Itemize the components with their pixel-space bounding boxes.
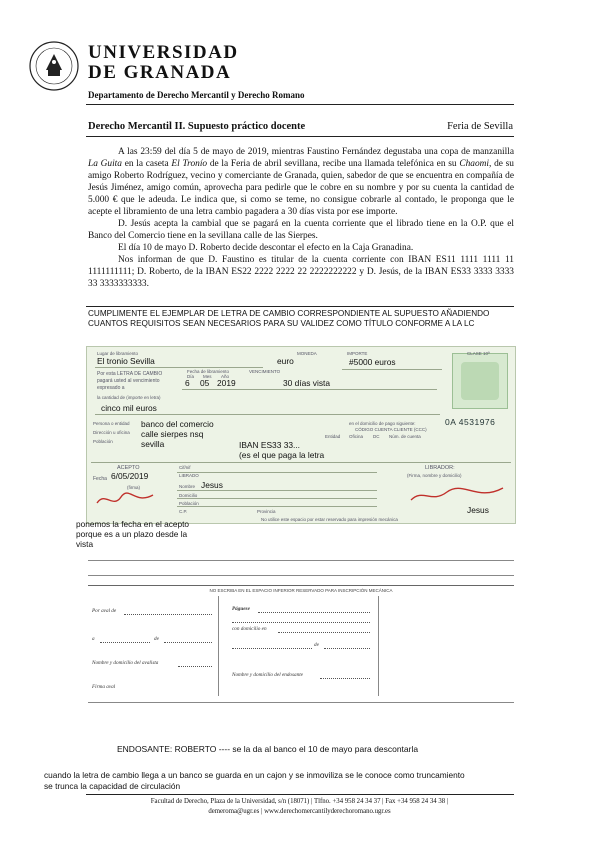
paragraph-2: D. Jesús acepta la cambial que se pagará en la cuenta corriente que el librado tiene en la O.P. que el Banco del Comercio tiene en la sevillana calle de las Sierpes.	[88, 219, 514, 241]
field-persona[interactable]: banco del comercio	[141, 419, 214, 429]
label-firma-aval: Firma aval	[92, 684, 116, 690]
field-mes[interactable]: 05	[200, 378, 210, 388]
instruction-top-divider	[86, 306, 514, 307]
footer-divider	[86, 794, 514, 795]
case-statement	[88, 146, 514, 290]
field-dia[interactable]: 6	[185, 378, 190, 388]
label-lugar: Lugar de libramiento	[97, 351, 139, 356]
drawer-signature-icon	[407, 482, 507, 506]
field-ano[interactable]: 2019	[217, 378, 236, 388]
course-title: Derecho Mercantil II. Supuesto práctico docente	[88, 121, 306, 132]
field-librador[interactable]: Jesus	[467, 505, 489, 515]
separator-1	[88, 560, 514, 561]
label-pagara: pagará usted al vencimiento	[97, 378, 160, 384]
label-moneda: MONEDA	[297, 351, 317, 356]
university-seal-icon	[28, 40, 80, 92]
label-persona: Persona o entidad	[93, 421, 130, 426]
label-domicilio-pago: en el domicilio de pago siguiente:	[349, 421, 416, 426]
endorsement-note: ENDOSANTE: ROBERTO ---- se la da al banco el 10 de mayo para descontarla	[117, 744, 419, 754]
footer-contact: demeroma@ugr.es | www.derechomercantilyderechoromano.ugr.es	[208, 808, 391, 815]
bill-of-exchange-form: Lugar de libramiento El tronio Sevilla MONEDA euro IMPORTE #5000 euros CLASE 10ª Por esta LETRA DE CAMBIO pagará usted al vencimiento expresado a Fecha de libramiento Día Mes Año 6 05 2019 VENCIMIENTO 30 días vista la cantidad de (importe en letra) cinco mil euros 0A 4531976 Persona o entidad Dirección u oficina Población banco del comercio calle sierpes nsq sevilla en el domicilio de pago siguiente: CÓDIGO CUENTA CLIENTE (CCC) Entidad Oficina DC Núm. de cuenta IBAN ES33 33... (es el que paga la letra ACEPTO Fecha 6/05/2019 (firma) Cif/nif LIBRADO Nombre Jesus Domicilio Población C.P. Provincia LIBRADOR: (Firma, nombre y domicilio) Jesus No utilice este espacio por estar reservado para impresión mecánica	[86, 346, 516, 524]
label-expresado: expresado a	[97, 385, 125, 391]
coat-of-arms-icon	[461, 362, 499, 400]
field-fecha-acepto[interactable]: 6/05/2019	[111, 471, 149, 481]
label-nombre: Nombre	[179, 484, 196, 489]
field-nombre-librado[interactable]: Jesus	[201, 480, 223, 490]
label-poblacion: Población	[93, 439, 113, 444]
label-fecha: Fecha	[93, 476, 107, 482]
field-iban-note[interactable]: (es el que paga la letra	[239, 450, 325, 460]
label-no-utilice: No utilice este espacio por estar reservado para impresión mecánica	[261, 517, 398, 522]
field-iban[interactable]: IBAN ES33 33...	[239, 440, 300, 450]
reverse-title: NO ESCRIBA EN EL ESPACIO INFERIOR RESERVADO PARA INSCRIPCIÓN MECÁNICA	[209, 588, 393, 593]
truncation-note: cuando la letra de cambio llega a un banco se guarda en un cajon y se inmoviliza se le conoce como truncamiento se trunca la capacidad de circulación	[44, 770, 465, 791]
acceptance-note: ponemos la fecha en el acepto porque es a un plazo desde la vista	[76, 519, 190, 549]
label-por-esta: Por esta LETRA DE CAMBIO	[97, 371, 163, 377]
university-name-line2: DE GRANADA	[88, 62, 232, 83]
field-poblacion[interactable]: sevilla	[141, 439, 165, 449]
header-divider	[86, 104, 514, 105]
tax-stamp	[452, 353, 508, 409]
field-moneda[interactable]: euro	[277, 356, 294, 366]
label-librador: LIBRADOR:	[425, 465, 455, 471]
acceptor-signature-icon	[95, 487, 155, 511]
label-nombre-avalista: Nombre y domicilio del avalista	[92, 660, 159, 666]
label-acepto: ACEPTO	[117, 465, 140, 471]
separator-2	[88, 575, 514, 576]
instruction-text: CUMPLIMENTE EL EJEMPLAR DE LETRA DE CAMBIO CORRESPONDIENTE AL SUPUESTO AÑADIENDO CUANTOS REQUISITOS SEAN NECESARIOS PARA SU VALIDEZ COMO TÍTULO CONFORME A LA LC	[88, 309, 490, 328]
university-name-line1: UNIVERSIDAD	[88, 42, 239, 63]
label-clase: CLASE 10ª	[467, 351, 490, 356]
separator-3	[88, 702, 514, 703]
label-ccc: CÓDIGO CUENTA CLIENTE (CCC)	[355, 427, 427, 432]
label-vencimiento: VENCIMIENTO	[249, 369, 281, 374]
field-lugar[interactable]: El tronio Sevilla	[97, 356, 155, 366]
serial-number: 0A 4531976	[445, 417, 496, 427]
label-por-aval: Por aval de	[92, 608, 117, 614]
case-location: Feria de Sevilla	[447, 121, 513, 132]
department-name: Departamento de Derecho Mercantil y Derecho Romano	[88, 90, 305, 100]
course-divider	[86, 136, 514, 137]
label-paguese: Páguese	[232, 606, 250, 612]
label-direccion: Dirección u oficina	[93, 430, 130, 435]
label-librado: LIBRADO	[179, 473, 199, 478]
label-cif: Cif/nif	[179, 465, 191, 470]
paragraph-3: El día 10 de mayo D. Roberto decide descontar el efecto en la Caja Granadina.	[118, 243, 414, 253]
footer-address: Facultad de Derecho, Plaza de la Universidad, s/n (18071) | Tlfno. +34 958 24 34 37 | Fax +34 958 24 34 38 |	[150, 798, 449, 805]
field-vencimiento[interactable]: 30 días vista	[283, 378, 331, 388]
bill-reverse: NO ESCRIBA EN EL ESPACIO INFERIOR RESERVADO PARA INSCRIPCIÓN MECÁNICA Por aval de a de Nombre y domicilio del avalista Firma aval Páguese con domicilio en de Nombre y domicilio del endosante	[88, 585, 514, 695]
paragraph-4: Nos informan de que D. Faustino es titular de la cuenta corriente con IBAN ES11 1111 1111 11 1111111111; D. Roberto, de la IBAN ES22 2222 2222 22 2222222222 y D. Jesús, de la IBAN ES33 3333 3333 33 3333333333.	[88, 255, 514, 289]
field-importe[interactable]: #5000 euros	[349, 357, 396, 367]
label-nombre-endosante: Nombre y domicilio del endosante	[232, 672, 303, 678]
label-fecha-libramiento: Fecha de libramiento	[187, 369, 230, 374]
label-importe: IMPORTE	[347, 351, 368, 356]
field-direccion[interactable]: calle sierpes nsq	[141, 429, 204, 439]
field-cantidad[interactable]: cinco mil euros	[101, 403, 157, 413]
label-cantidad: la cantidad de (importe en letra)	[97, 395, 161, 400]
paragraph-1: A las 23:59 del día 5 de mayo de 2019, mientras Faustino Fernández degustaba una copa de manzanilla La Guita en la caseta El Tronío de la Feria de abril sevillana, recibe una llamada telefónica en su Chaomi, de su amigo Roberto Rodríguez, vecino y comerciante de Granada, quien, sabedor de que se encuentra en compañía de Jesús Jiménez, amigo común, aprovecha para pedirle que le cobre en su nombre y por su cuenta la cantidad de 5.000 € que le adeuda. Le indica que, si como se teme, no consigue cobrarle al contado, le proponga que le acepte el libramiento de una letra cambio pagadera a 30 días vista por ese importe.	[88, 147, 514, 217]
